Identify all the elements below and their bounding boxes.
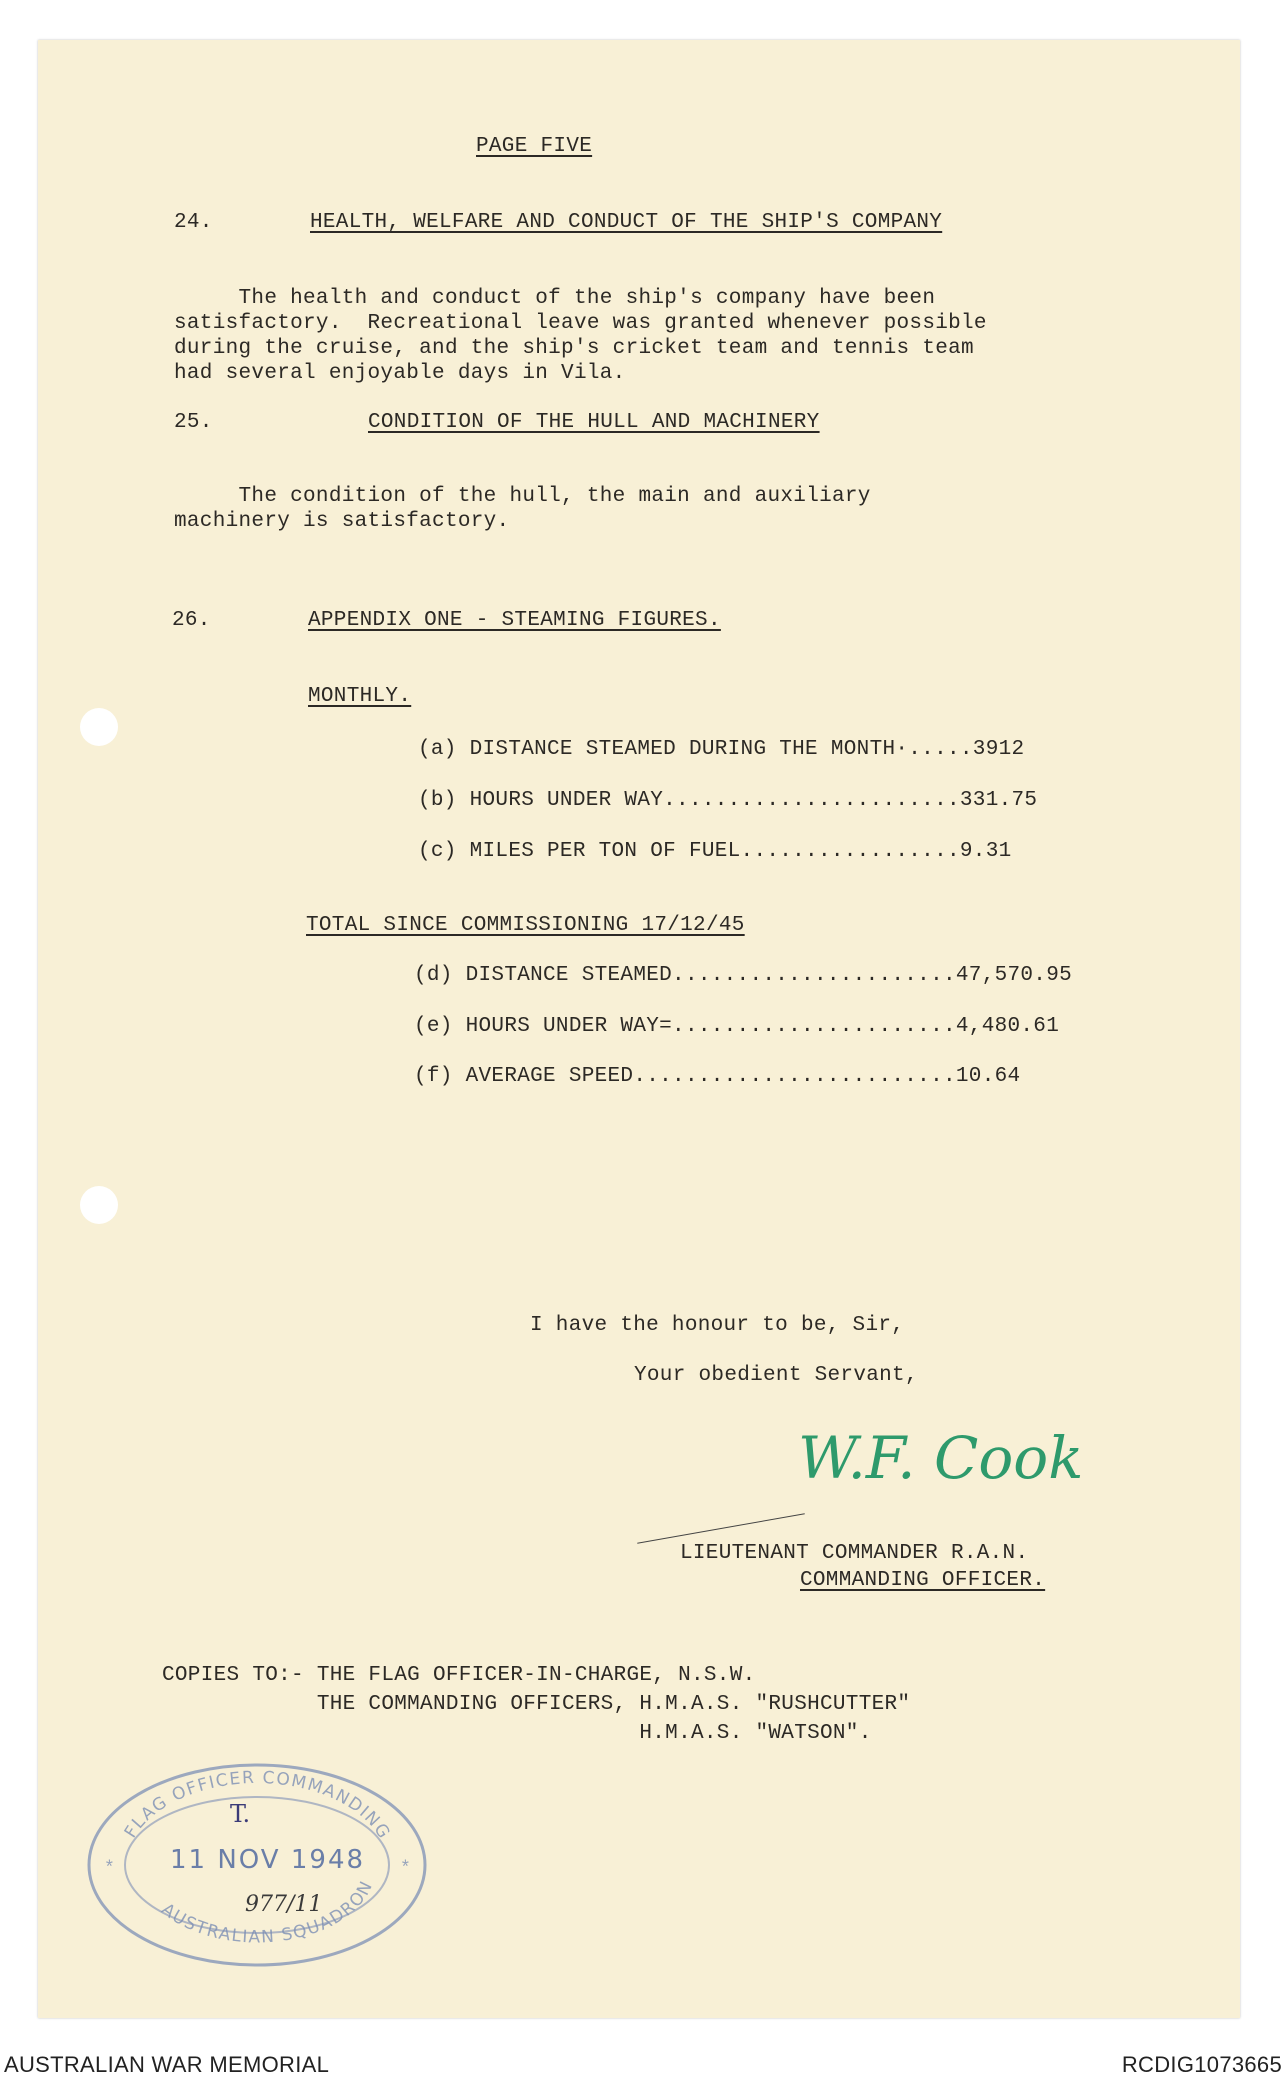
svg-text:AUSTRALIAN SQUADRON: AUSTRALIAN SQUADRON <box>157 1877 378 1948</box>
paragraph-line: had several enjoyable days in Vila. <box>174 362 626 385</box>
closing-line: I have the honour to be, Sir, <box>530 1314 905 1337</box>
paragraph-line: The condition of the hull, the main and auxiliary <box>174 485 871 508</box>
monthly-item: (b) HOURS UNDER WAY.......................331.75 <box>418 789 1038 812</box>
total-item: (f) AVERAGE SPEED.........................10.64 <box>414 1065 1021 1088</box>
page-heading: PAGE FIVE <box>476 135 593 158</box>
section-title: HEALTH, WELFARE AND CONDUCT OF THE SHIP'S COMPANY <box>310 211 943 234</box>
paragraph-line: satisfactory. Recreational leave was granted whenever possible <box>174 312 987 335</box>
closing-line: Your obedient Servant, <box>634 1364 918 1387</box>
copies-line: THE COMMANDING OFFICERS, H.M.A.S. "RUSHCUTTER" <box>162 1693 911 1716</box>
footer-reference: RCDIG1073665 <box>1121 2052 1282 2077</box>
punch-hole-bottom <box>80 1186 118 1224</box>
total-item: (e) HOURS UNDER WAY=......................4,480.61 <box>414 1015 1060 1038</box>
copies-line: COPIES TO:- THE FLAG OFFICER-IN-CHARGE, N.S.W. <box>162 1664 756 1687</box>
monthly-item: (a) DISTANCE STEAMED DURING THE MONTH·.....3912 <box>418 738 1025 761</box>
section-number: 26. <box>172 609 211 632</box>
monthly-heading: MONTHLY. <box>308 685 412 708</box>
paragraph-line: The health and conduct of the ship's company have been <box>174 287 936 310</box>
svg-text:FLAG OFFICER COMMANDING: FLAG OFFICER COMMANDING <box>120 1767 395 1844</box>
signatory-rank: LIEUTENANT COMMANDER R.A.N. <box>680 1542 1029 1565</box>
footer-archive: AUSTRALIAN WAR MEMORIAL <box>4 2052 330 2077</box>
section-number: 25. <box>174 411 213 434</box>
stamp-initial: T. <box>230 1800 251 1828</box>
section-title: APPENDIX ONE - STEAMING FIGURES. <box>308 609 721 632</box>
signatory-role: COMMANDING OFFICER. <box>800 1569 1046 1592</box>
svg-text:*: * <box>104 1859 115 1879</box>
signature <box>788 1408 1084 1508</box>
total-heading: TOTAL SINCE COMMISSIONING 17/12/45 <box>306 914 745 937</box>
copies-line: H.M.A.S. "WATSON". <box>162 1722 872 1745</box>
punch-hole-top <box>80 708 118 746</box>
section-title: CONDITION OF THE HULL AND MACHINERY <box>368 411 820 434</box>
total-item: (d) DISTANCE STEAMED......................47,570.95 <box>414 964 1073 987</box>
paragraph-line: during the cruise, and the ship's cricket team and tennis team <box>174 337 974 360</box>
monthly-item: (c) MILES PER TON OF FUEL.................9.31 <box>418 840 1012 863</box>
paragraph-line: machinery is satisfactory. <box>174 510 510 533</box>
svg-text:*: * <box>400 1859 411 1879</box>
stamp-date: 11 NOV 1948 <box>170 1845 366 1875</box>
signature-text: W.F. Cook <box>798 1424 1084 1492</box>
section-number: 24. <box>174 211 213 234</box>
stamp-reference: 977/11 <box>245 1892 323 1917</box>
